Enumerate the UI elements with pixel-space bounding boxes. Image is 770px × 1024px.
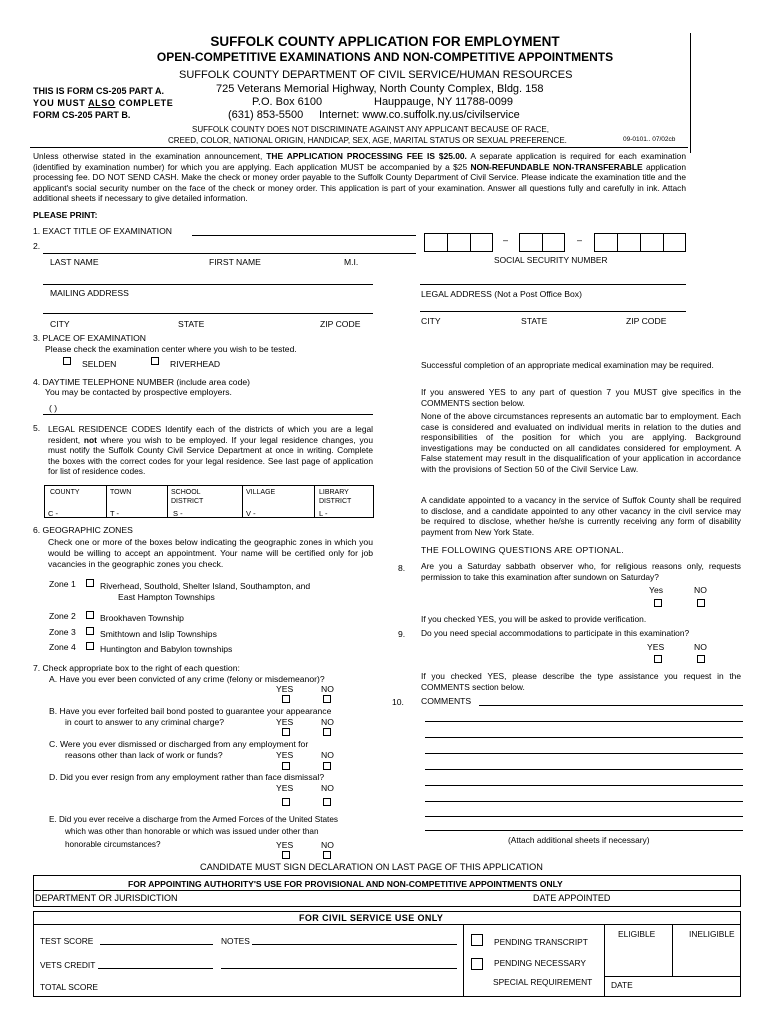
zone4-label: Zone 4 bbox=[49, 642, 76, 652]
legal-city-input[interactable] bbox=[420, 311, 686, 312]
pending-necessary-label: PENDING NECESSARY bbox=[494, 958, 586, 968]
comments-line-7[interactable] bbox=[425, 801, 743, 802]
zone2-label: Zone 2 bbox=[49, 611, 76, 621]
q7b-yes-checkbox[interactable] bbox=[282, 728, 290, 736]
q9-yes-checkbox[interactable] bbox=[654, 655, 662, 663]
medical-note: Successful completion of an appropriate medical examination may be required. bbox=[421, 360, 714, 370]
optional-heading: THE FOLLOWING QUESTIONS ARE OPTIONAL. bbox=[421, 545, 625, 555]
city-zip: Hauppauge, NY 11788-0099 bbox=[374, 96, 514, 108]
q7a-no-label: NO bbox=[321, 684, 334, 694]
q7e-2: which was other than honorable or which was issued under other than bbox=[65, 827, 319, 836]
mailing-address-rule-top bbox=[43, 284, 373, 285]
vets-credit-input[interactable] bbox=[98, 968, 213, 969]
zone1-checkbox[interactable] bbox=[86, 579, 94, 587]
ssn-dash-2: – bbox=[577, 235, 583, 245]
legal-zip-label: ZIP CODE bbox=[626, 316, 667, 326]
q7b-yes-label: YES bbox=[276, 717, 294, 727]
riverhead-checkbox[interactable] bbox=[151, 357, 159, 365]
q8-yes-checkbox[interactable] bbox=[654, 599, 662, 607]
table-divider bbox=[314, 485, 315, 518]
zone1-desc2: East Hampton Townships bbox=[118, 592, 215, 602]
ssn-divider bbox=[617, 233, 618, 252]
comments-line-2[interactable] bbox=[425, 721, 743, 722]
q5-num: 5. bbox=[33, 423, 41, 433]
q8-no-label: NO bbox=[694, 585, 707, 595]
vets-credit-label: VETS CREDIT bbox=[40, 960, 96, 970]
town-head: TOWN bbox=[110, 489, 132, 496]
q8-text: Are you a Saturday sabbath observer who, for religious reasons only, requests permission to take this examination after sundown on Saturday? bbox=[421, 561, 741, 582]
civil-col-divider bbox=[672, 924, 673, 976]
test-score-input[interactable] bbox=[100, 944, 213, 945]
q7b-no-label: NO bbox=[321, 717, 334, 727]
q5-text: LEGAL RESIDENCE CODES Identify each of the districts of which you are a legal resident, not where you wish to be employed. If your legal residence changes, you must notify the Suffolk County Civil Service Department at once in writing. Complete the boxes with the correct codes for your legal residence. See last page of application for list of residence codes. bbox=[48, 424, 373, 477]
q9-no-checkbox[interactable] bbox=[697, 655, 705, 663]
department-name: SUFFOLK COUNTY DEPARTMENT OF CIVIL SERVICE/HUMAN RESOURCES bbox=[179, 69, 573, 81]
q7e-3: honorable circumstances? bbox=[65, 840, 161, 849]
county-head: COUNTY bbox=[50, 489, 80, 496]
q7b-no-checkbox[interactable] bbox=[323, 728, 331, 736]
comments-line-5[interactable] bbox=[425, 769, 743, 770]
zone4-checkbox[interactable] bbox=[86, 642, 94, 650]
civil-col-divider bbox=[604, 924, 605, 997]
q7e-1: E. Did you ever receive a discharge from the Armed Forces of the United States bbox=[49, 815, 338, 824]
riverhead-label: RIVERHEAD bbox=[170, 359, 221, 369]
zone3-label: Zone 3 bbox=[49, 627, 76, 637]
q7d-no-label: NO bbox=[321, 783, 334, 793]
legal-state-label: STATE bbox=[521, 316, 548, 326]
q7d-no-checkbox[interactable] bbox=[323, 798, 331, 806]
comments-label: COMMENTS bbox=[421, 696, 472, 706]
town-code[interactable]: T - bbox=[110, 509, 120, 518]
comments-line-6[interactable] bbox=[425, 785, 743, 786]
village-head: VILLAGE bbox=[246, 489, 276, 496]
date-appointed-label[interactable]: DATE APPOINTED bbox=[533, 893, 611, 903]
q7c-no-checkbox[interactable] bbox=[323, 762, 331, 770]
q7a: A. Have you ever been convicted of any crime (felony or misdemeanor)? bbox=[49, 674, 325, 684]
q1-label: 1. EXACT TITLE OF EXAMINATION bbox=[33, 226, 172, 236]
ssn-label: SOCIAL SECURITY NUMBER bbox=[494, 255, 608, 265]
mailing-address-label: MAILING ADDRESS bbox=[50, 288, 129, 298]
q8-yes-label: Yes bbox=[649, 585, 664, 595]
form-subtitle: OPEN-COMPETITIVE EXAMINATIONS AND NON-COMPETITIVE APPOINTMENTS bbox=[156, 50, 614, 64]
intro-paragraph: Unless otherwise stated in the examination announcement, THE APPLICATION PROCESSING FEE IS $25.00. A separate application is required for each examination (identified by examination number) for which you are applying. Each application MUST be accompanied by a $25 NON-REFUNDABLE NON-TRANSFERABLE application processing fee. DO NOT SEND CASH. Make the check or money order payable to the Suffolk County Department of Civil Service. Please indicate the examination title and the applicant's social security number on the face of the check or money order. This application is part of your examination. Answer all questions fully and carefully in ink. Attach additional sheets if necessary to give detailed information. bbox=[33, 151, 687, 204]
website: Internet: www.co.suffolk.ny.us/civilservice bbox=[319, 109, 520, 121]
ssn-divider bbox=[542, 233, 543, 252]
q3-title: 3. PLACE OF EXAMINATION bbox=[33, 333, 147, 343]
q6-title: 6. GEOGRAPHIC ZONES bbox=[33, 525, 133, 535]
ssn-divider bbox=[663, 233, 664, 252]
q10-num: 10. bbox=[392, 697, 404, 707]
form-part-note: THIS IS FORM CS-205 PART A. bbox=[33, 86, 165, 96]
q7d-yes-label: YES bbox=[276, 783, 294, 793]
q7b-1: B. Have you ever forfeited bail bond posted to guarantee your appearance bbox=[49, 706, 332, 716]
q6-text: Check one or more of the boxes below indicating the geographic zones in which you would be willing to accept an appointment. Your name will be certified only for job vacancies in the geographic zones you check. bbox=[48, 537, 373, 569]
form-title: SUFFOLK COUNTY APPLICATION FOR EMPLOYMENT bbox=[210, 34, 560, 49]
selden-checkbox[interactable] bbox=[63, 357, 71, 365]
comments-line-9[interactable] bbox=[425, 830, 743, 831]
comments-line-1[interactable] bbox=[479, 705, 743, 706]
zone2-checkbox[interactable] bbox=[86, 611, 94, 619]
zone3-desc: Smithtown and Islip Townships bbox=[100, 629, 217, 639]
pending-transcript-checkbox[interactable] bbox=[471, 934, 483, 946]
bar-note: None of the above circumstances represents an automatic bar to employment. Each case is considered and evaluated on individual merits in relation to the duties and responsibilities of the position for which you are applying. Background investigations may be conducted on all candidates considered for employment. A False statement may result in the disqualification of your application in accordance with the provisions of Section 50 of the Civil Service Law. bbox=[421, 411, 741, 474]
mailing-city-input[interactable] bbox=[43, 313, 373, 314]
ineligible-label: INELIGIBLE bbox=[689, 929, 735, 939]
last-name-label: LAST NAME bbox=[50, 257, 99, 267]
ssn-group-1[interactable] bbox=[424, 233, 493, 252]
q7-title: 7. Check appropriate box to the right of each question: bbox=[33, 663, 240, 673]
legal-address-rule-top bbox=[420, 284, 686, 285]
phone-input[interactable] bbox=[43, 414, 373, 415]
q9-yes-label: YES bbox=[647, 642, 665, 652]
pending-necessary-checkbox[interactable] bbox=[471, 958, 483, 970]
q8-note: If you checked YES, you will be asked to provide verification. bbox=[421, 614, 647, 624]
village-code[interactable]: V - bbox=[246, 509, 256, 518]
county-code[interactable]: C - bbox=[48, 509, 58, 518]
please-print: PLEASE PRINT: bbox=[33, 210, 98, 220]
form-part-note-3: FORM CS-205 PART B. bbox=[33, 110, 131, 120]
legal-city-label: CITY bbox=[421, 316, 441, 326]
ssn-dash-1: – bbox=[503, 235, 509, 245]
q4-title: 4. DAYTIME TELEPHONE NUMBER (include area code) bbox=[33, 377, 250, 387]
comments-line-8[interactable] bbox=[425, 816, 743, 817]
table-divider bbox=[242, 485, 243, 518]
special-requirement-label: SPECIAL REQUIREMENT bbox=[493, 977, 593, 987]
q7-note: If you answered YES to any part of question 7 you MUST give specifics in the COMMENTS section below. bbox=[421, 387, 741, 408]
zone3-checkbox[interactable] bbox=[86, 627, 94, 635]
q9-num: 9. bbox=[398, 629, 406, 639]
q7e-no-label: NO bbox=[321, 840, 334, 850]
q8-no-checkbox[interactable] bbox=[697, 599, 705, 607]
table-divider bbox=[106, 485, 107, 518]
comments-line-4[interactable] bbox=[425, 753, 743, 754]
civil-heading: FOR CIVIL SERVICE USE ONLY bbox=[299, 913, 444, 923]
sign-declaration: CANDIDATE MUST SIGN DECLARATION ON LAST PAGE OF THIS APPLICATION bbox=[200, 862, 543, 872]
civil-divider bbox=[33, 924, 741, 925]
date-label[interactable]: DATE bbox=[611, 980, 633, 990]
q7a-no-checkbox[interactable] bbox=[323, 695, 331, 703]
selden-label: SELDEN bbox=[82, 359, 117, 369]
ssn-divider bbox=[447, 233, 448, 252]
exam-title-input[interactable] bbox=[192, 235, 416, 236]
library-head: LIBRARY DISTRICT bbox=[319, 489, 352, 505]
address-line-1: 725 Veterans Memorial Highway, North County Complex, Bldg. 158 bbox=[216, 83, 544, 95]
attach-note: (Attach additional sheets if necessary) bbox=[508, 835, 650, 845]
total-score-label: TOTAL SCORE bbox=[40, 982, 99, 992]
mailing-zip-label: ZIP CODE bbox=[320, 319, 361, 329]
zone4-desc: Huntington and Babylon townships bbox=[100, 644, 233, 654]
nondiscrimination-2: CREED, COLOR, NATIONAL ORIGIN, HANDICAP, SEX, AGE, MARITAL STATUS OR SEXUAL PREFERENCE. bbox=[168, 136, 567, 145]
q7b-2: in court to answer to any criminal charge? bbox=[65, 717, 225, 727]
zone1-label: Zone 1 bbox=[49, 579, 76, 589]
q7c-no-label: NO bbox=[321, 750, 334, 760]
school-head: SCHOOL DISTRICT bbox=[171, 489, 204, 505]
q2-label: 2. bbox=[33, 241, 41, 251]
comments-line-3[interactable] bbox=[425, 737, 743, 738]
q7c-yes-checkbox[interactable] bbox=[282, 762, 290, 770]
eligible-bottom bbox=[604, 976, 741, 977]
name-input[interactable] bbox=[43, 253, 416, 254]
appointing-heading: FOR APPOINTING AUTHORITY'S USE FOR PROVISIONAL AND NON-COMPETITIVE APPOINTMENTS ONLY bbox=[128, 879, 563, 889]
phone-area-code[interactable]: ( ) bbox=[49, 403, 58, 413]
q7a-yes-label: YES bbox=[276, 684, 294, 694]
legal-address-label: LEGAL ADDRESS (Not a Post Office Box) bbox=[421, 289, 582, 299]
phone: (631) 853-5500 bbox=[228, 109, 304, 121]
department-label[interactable]: DEPARTMENT OR JURISDICTION bbox=[35, 893, 178, 903]
notes-label: NOTES bbox=[221, 936, 250, 946]
q4-sub: You may be contacted by prospective employers. bbox=[45, 387, 232, 397]
q7c-2: reasons other than lack of work or funds? bbox=[65, 750, 223, 760]
nondiscrimination-1: SUFFOLK COUNTY DOES NOT DISCRIMINATE AGAINST ANY APPLICANT BECAUSE OF RACE, bbox=[192, 125, 549, 134]
ssn-divider bbox=[640, 233, 641, 252]
q7e-yes-checkbox[interactable] bbox=[282, 851, 290, 859]
q9-no-label: NO bbox=[694, 642, 707, 652]
q8-num: 8. bbox=[398, 563, 406, 573]
mi-label: M.I. bbox=[344, 257, 359, 267]
po-box: P.O. Box 6100 bbox=[252, 96, 323, 108]
pending-transcript-label: PENDING TRANSCRIPT bbox=[494, 937, 588, 947]
table-divider bbox=[167, 485, 168, 518]
ssn-divider bbox=[470, 233, 471, 252]
test-score-label: TEST SCORE bbox=[40, 936, 94, 946]
appointing-divider bbox=[33, 890, 741, 891]
zone1-desc: Riverhead, Southold, Shelter Island, Southampton, and bbox=[100, 581, 311, 591]
disability-note: A candidate appointed to a vacancy in the service of Suffok County shall be required to disclose, and a candidate appointed to any other vacancy in the civil service may be required to disclose, whether he/she is currently receiving any form of disability payment from New York State. bbox=[421, 495, 741, 537]
school-code[interactable]: S - bbox=[173, 509, 183, 518]
q7c-yes-label: YES bbox=[276, 750, 294, 760]
mailing-city-label: CITY bbox=[50, 319, 70, 329]
q7a-yes-checkbox[interactable] bbox=[282, 695, 290, 703]
library-code[interactable]: L - bbox=[319, 509, 328, 518]
form-code: 09-0101.. 07/02cb bbox=[623, 136, 676, 143]
q7e-yes-label: YES bbox=[276, 840, 294, 850]
q7e-no-checkbox[interactable] bbox=[323, 851, 331, 859]
eligible-label: ELIGIBLE bbox=[618, 929, 656, 939]
notes-input-1[interactable] bbox=[252, 944, 457, 945]
zone2-desc: Brookhaven Township bbox=[100, 613, 184, 623]
q9-note: If you checked YES, please describe the type assistance you request in the COMMENTS section below. bbox=[421, 671, 741, 692]
header-rule bbox=[30, 147, 688, 148]
civil-col-divider bbox=[463, 924, 464, 997]
q7c-1: C. Were you ever dismissed or discharged from any employment for bbox=[49, 739, 309, 749]
notes-input-2[interactable] bbox=[221, 968, 457, 969]
q3-sub: Please check the examination center where you wish to be tested. bbox=[45, 344, 297, 354]
form-part-note-2: YOU MUST ALSO COMPLETE bbox=[33, 98, 174, 108]
q7d: D. Did you ever resign from any employment rather than face dismissal? bbox=[49, 772, 325, 782]
q9-text: Do you need special accommodations to participate in this examination? bbox=[421, 628, 690, 638]
q7d-yes-checkbox[interactable] bbox=[282, 798, 290, 806]
mailing-state-label: STATE bbox=[178, 319, 205, 329]
first-name-label: FIRST NAME bbox=[209, 257, 261, 267]
